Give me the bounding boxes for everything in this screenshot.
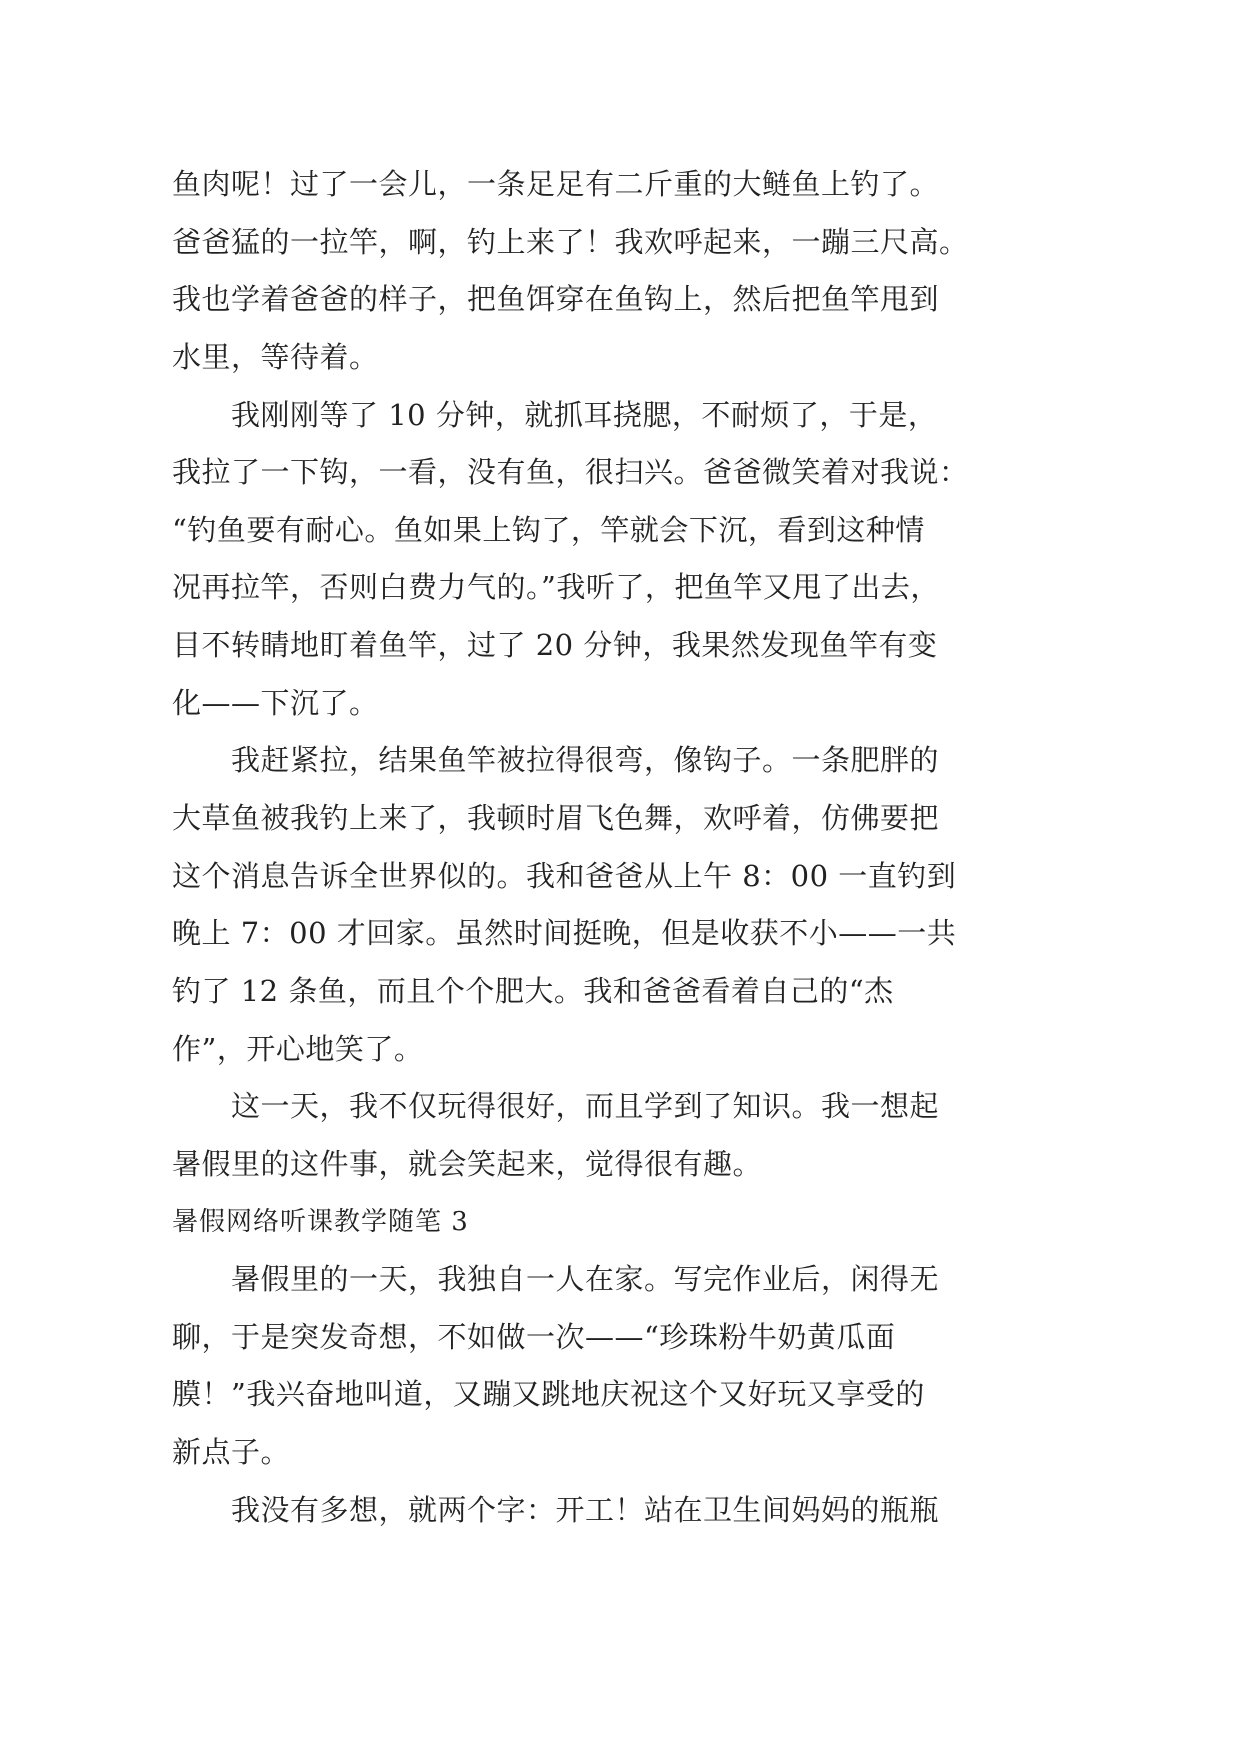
text-line: 大草鱼被我钓上来了，我顿时眉飞色舞，欢呼着，仿佛要把 <box>172 801 940 836</box>
text-line: 作”，开心地笑了。 <box>172 1031 424 1066</box>
paragraph-first-line: 我刚刚等了 10 分钟，就抓耳挠腮，不耐烦了，于是， <box>231 397 938 432</box>
paragraph-first-line: 暑假里的一天，我独自一人在家。写完作业后，闲得无 <box>231 1262 940 1297</box>
text-line: 我拉了一下钩，一看，没有鱼，很扫兴。爸爸微笑着对我说： <box>172 455 969 490</box>
text-line: 我也学着爸爸的样子，把鱼饵穿在鱼钩上，然后把鱼竿甩到 <box>172 282 940 317</box>
text-line: 新点子。 <box>172 1435 291 1470</box>
section-heading: 暑假网络听课教学随笔 3 <box>172 1206 469 1237</box>
document-body <box>172 156 1072 1539</box>
text-line: 鱼肉呢！过了一会儿，一条足足有二斤重的大鲢鱼上钓了。 <box>172 167 940 201</box>
text-line: 化——下沉了。 <box>172 685 379 720</box>
text-line: 水里，等待着。 <box>172 339 379 374</box>
paragraph-first-line: 我没有多想，就两个字：开工！站在卫生间妈妈的瓶瓶 <box>231 1492 940 1527</box>
text-line: 爸爸猛的一拉竿，啊，钓上来了！我欢呼起来，一蹦三尺高。 <box>172 224 969 259</box>
text-line: 目不转睛地盯着鱼竿，过了 20 分钟，我果然发现鱼竿有变 <box>172 628 938 663</box>
paragraph-first-line: 我赶紧拉，结果鱼竿被拉得很弯，像钩子。一条肥胖的 <box>231 743 940 778</box>
text-line: 聊，于是突发奇想，不如做一次——“珍珠粉牛奶黄瓜面 <box>172 1319 896 1354</box>
text-line: 这个消息告诉全世界似的。我和爸爸从上午 8：00 一直钓到 <box>172 858 957 893</box>
text-line: “钓鱼要有耐心。鱼如果上钩了，竿就会下沉，看到这种情 <box>172 512 925 547</box>
text-line: 况再拉竿，否则白费力气的。”我听了，把鱼竿又甩了出去， <box>172 570 940 605</box>
text-line: 暑假里的这件事，就会笑起来，觉得很有趣。 <box>172 1146 763 1181</box>
paragraph-first-line: 这一天，我不仅玩得很好，而且学到了知识。我一想起 <box>231 1089 940 1124</box>
text-line: 钓了 12 条鱼，而且个个肥大。我和爸爸看着自己的“杰 <box>172 973 894 1008</box>
text-line: 膜！”我兴奋地叫道，又蹦又跳地庆祝这个又好玩又享受的 <box>172 1377 925 1412</box>
text-line: 晚上 7：00 才回家。虽然时间挺晚，但是收获不小——一共 <box>172 916 957 951</box>
